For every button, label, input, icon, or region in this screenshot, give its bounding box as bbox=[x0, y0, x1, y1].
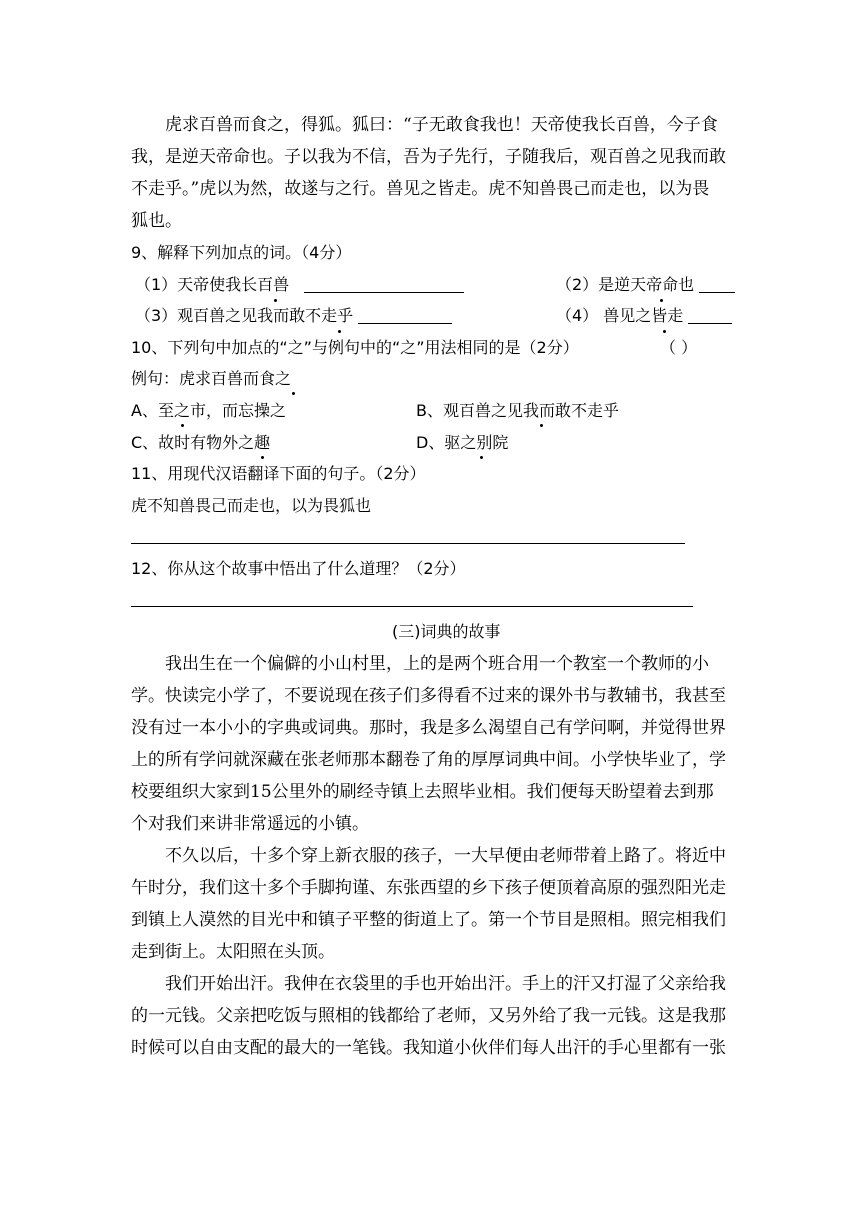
emphasis-dot bbox=[274, 299, 277, 302]
passage2-line: 不走乎。”虎以为然，故遂与之行。兽见之皆走。虎不知兽畏己而走也，以为畏 bbox=[131, 179, 710, 199]
emphasis-dot bbox=[540, 424, 543, 427]
passage3-heading: (三)词典的故事 bbox=[392, 622, 501, 641]
passage3-line: 我们开始出汗。我伸在衣袋里的手也开始出汗。手上的汗又打湿了父亲给我 bbox=[165, 974, 726, 994]
q9-item-1-text: （1）天帝使我长百兽 bbox=[135, 275, 290, 294]
emphasis-dot bbox=[480, 456, 483, 459]
q9-item-4-answer-blank[interactable] bbox=[688, 305, 732, 324]
q9-item-1 bbox=[135, 272, 464, 298]
q10-option-a[interactable]: A、至之市，而忘操之 bbox=[131, 401, 286, 420]
q12-title: 12、你从这个故事中悟出了什么道理？（2分） bbox=[131, 559, 466, 578]
q9-item-2-text: （2）是逆天帝命也 bbox=[556, 275, 695, 294]
q9-title: 9、解释下列加点的词。（4分） bbox=[131, 243, 352, 262]
passage3-line: 校要组织大家到15公里外的刷经寺镇上去照毕业相。我们便每天盼望着去到那 bbox=[131, 782, 714, 802]
q10-option-d[interactable]: D、驱之别院 bbox=[416, 433, 509, 452]
emphasis-dot bbox=[181, 424, 184, 427]
q10-example: 例句：虎求百兽而食之 bbox=[131, 369, 292, 388]
emphasis-dot bbox=[292, 392, 295, 395]
emphasis-dot bbox=[660, 299, 663, 302]
passage3-line: 时候可以自由支配的最大的一笔钱。我知道小伙伴们每人出汗的手心里都有一张 bbox=[131, 1038, 726, 1058]
q10-option-c[interactable]: C、故时有物外之趣 bbox=[131, 433, 271, 452]
q9-item-2-answer-blank[interactable] bbox=[699, 274, 735, 293]
passage3-line: 不久以后，十多个穿上新衣服的孩子，一大早便由老师带着上路了。将近中 bbox=[165, 846, 726, 866]
q12-answer-line[interactable] bbox=[131, 606, 693, 607]
emphasis-dot bbox=[663, 330, 666, 333]
q10-answer-paren[interactable]: （ ） bbox=[660, 338, 698, 357]
emphasis-dot bbox=[261, 456, 264, 459]
q9-item-1-answer-blank[interactable] bbox=[304, 274, 464, 293]
q9-item-3-text: （3）观百兽之见我而敢不走乎 bbox=[135, 306, 354, 325]
passage3-line: 学。快读完小学了，不要说现在孩子们多得看不过来的课外书与教辅书，我甚至 bbox=[131, 686, 726, 706]
passage2-line: 虎求百兽而食之，得狐。狐曰：“子无敢食我也！天帝使我长百兽，今子食 bbox=[165, 115, 718, 135]
passage3-line: 到镇上人漠然的目光中和镇子平整的街道上了。第一个节目是照相。照完相我们 bbox=[131, 910, 726, 930]
q11-title: 11、用现代汉语翻译下面的句子。（2分） bbox=[131, 464, 426, 483]
q9-item-3 bbox=[135, 303, 452, 329]
passage3-line: 我出生在一个偏僻的小山村里，上的是两个班合用一个教室一个教师的小 bbox=[165, 654, 709, 674]
q9-item-2 bbox=[556, 272, 735, 298]
q11-sentence: 虎不知兽畏己而走也，以为畏狐也 bbox=[131, 496, 372, 515]
passage3-line: 的一元钱。父亲把吃饭与照相的钱都给了老师，又另外给了我一元钱。这是我那 bbox=[131, 1006, 726, 1026]
q9-item-3-answer-blank[interactable] bbox=[358, 305, 452, 324]
q11-answer-line[interactable] bbox=[131, 543, 685, 544]
q9-item-4 bbox=[556, 303, 732, 329]
emphasis-dot bbox=[338, 330, 341, 333]
passage3-line: 走到街上。太阳照在头顶。 bbox=[131, 942, 335, 962]
passage3-line: 上的所有学问就深藏在张老师那本翻卷了角的厚厚词典中间。小学快毕业了，学 bbox=[131, 750, 726, 770]
q9-item-4-text: （4） 兽见之皆走 bbox=[556, 306, 684, 325]
passage2-line: 我，是逆天帝命也。子以我为不信，吾为子先行，子随我后，观百兽之见我而敢 bbox=[131, 147, 726, 167]
q10-title: 10、下列句中加点的“之”与例句中的“之”用法相同的是（2分） bbox=[131, 338, 579, 357]
passage3-line: 个对我们来讲非常遥远的小镇。 bbox=[131, 814, 369, 834]
passage3-line: 没有过一本小小的字典或词典。那时，我是多么渴望自己有学问啊，并觉得世界 bbox=[131, 718, 726, 738]
passage3-line: 午时分，我们这十多个手脚拘谨、东张西望的乡下孩子便顶着高原的强烈阳光走 bbox=[131, 878, 726, 898]
q10-option-b[interactable]: B、观百兽之见我而敢不走乎 bbox=[416, 401, 619, 420]
passage2-line: 狐也。 bbox=[131, 211, 182, 231]
